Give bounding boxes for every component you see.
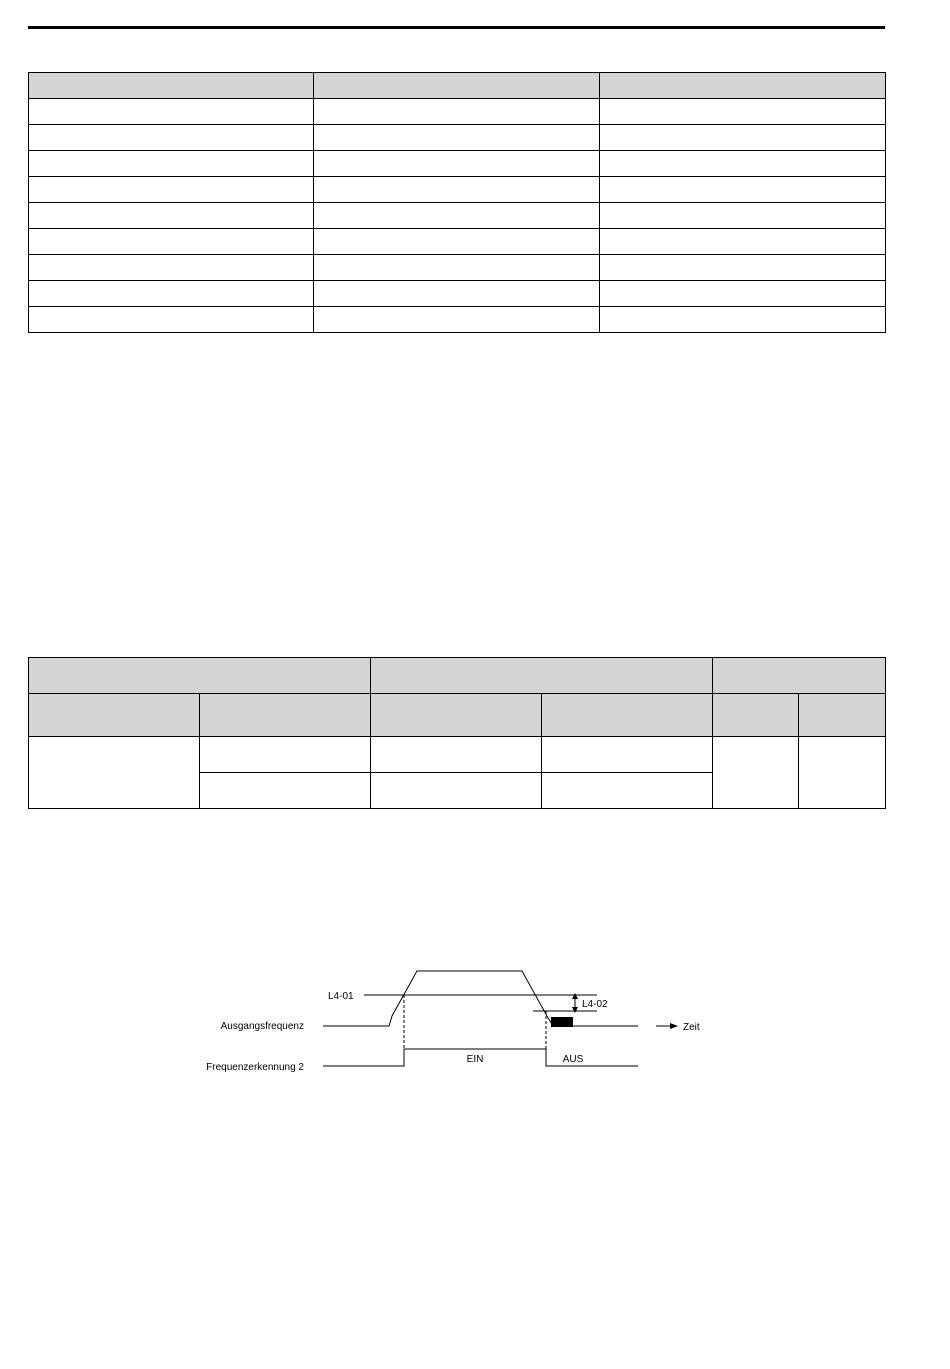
- table-header-cell: [542, 694, 713, 737]
- table-row: [29, 125, 886, 151]
- table-cell: [371, 773, 542, 809]
- table-cell: [29, 307, 314, 333]
- table-header-cell: [799, 694, 886, 737]
- table-cell: [29, 99, 314, 125]
- table-row: [29, 229, 886, 255]
- table-cell: [314, 177, 600, 203]
- table-cell: [314, 125, 600, 151]
- table-cell: [799, 737, 886, 809]
- table-cell: [314, 281, 600, 307]
- table-cell: [29, 203, 314, 229]
- frequency-detection-timing-diagram: [0, 940, 950, 1100]
- table-cell: [371, 737, 542, 773]
- table-header-cell: [713, 694, 799, 737]
- table-row: [29, 177, 886, 203]
- table-cell: [713, 737, 799, 809]
- table-cell: [600, 203, 886, 229]
- setting-table: [28, 657, 886, 809]
- table-header-cell: [29, 73, 314, 99]
- table-cell: [314, 151, 600, 177]
- table-header-cell: [713, 658, 886, 694]
- table-cell: [600, 281, 886, 307]
- time-arrow-icon: [670, 1023, 678, 1029]
- table-cell: [29, 125, 314, 151]
- table-row: [29, 99, 886, 125]
- table-cell: [600, 125, 886, 151]
- table-cell: [600, 307, 886, 333]
- table-cell: [314, 307, 600, 333]
- table-header-row: [29, 658, 886, 694]
- table-row: [29, 737, 886, 773]
- header-rule: [28, 26, 885, 29]
- off-label: AUS: [562, 1054, 584, 1065]
- parameter-table: [28, 72, 886, 333]
- l401-label: L4-01: [328, 991, 354, 1002]
- table-cell: [29, 177, 314, 203]
- table-header-cell: [200, 694, 371, 737]
- table-cell: [600, 151, 886, 177]
- table-cell: [29, 255, 314, 281]
- on-label: EIN: [466, 1054, 484, 1065]
- table-cell: [200, 773, 371, 809]
- table-cell: [600, 229, 886, 255]
- table-header-cell: [314, 73, 600, 99]
- table-cell: [600, 177, 886, 203]
- table-row: [29, 281, 886, 307]
- table-cell: [200, 737, 371, 773]
- table-cell: [314, 99, 600, 125]
- table-cell: [29, 229, 314, 255]
- l402-arrow-down-icon: [572, 1007, 578, 1013]
- table-header-cell: [371, 694, 542, 737]
- table-header-cell: [371, 658, 713, 694]
- table-row: [29, 255, 886, 281]
- table-header-cell: [29, 694, 200, 737]
- table-cell: [314, 255, 600, 281]
- table-cell: [314, 229, 600, 255]
- table-cell: [542, 773, 713, 809]
- table-cell: [600, 99, 886, 125]
- time-label: Zeit: [683, 1022, 700, 1033]
- table-cell: [29, 151, 314, 177]
- table-header-row: [29, 73, 886, 99]
- table-cell: [542, 737, 713, 773]
- table-cell: [314, 203, 600, 229]
- table-row: [29, 307, 886, 333]
- frequency-detection-label: Frequenzerkennung 2: [206, 1062, 304, 1073]
- table-header-cell: [29, 658, 371, 694]
- output-frequency-label: Ausgangsfrequenz: [220, 1021, 304, 1032]
- table-cell: [600, 255, 886, 281]
- table-cell: [29, 737, 200, 809]
- table-row: [29, 203, 886, 229]
- hysteresis-block: [551, 1017, 573, 1027]
- l402-arrow-up-icon: [572, 993, 578, 999]
- table-cell: [29, 281, 314, 307]
- table-subheader-row: [29, 694, 886, 737]
- table-row: [29, 151, 886, 177]
- table-header-cell: [600, 73, 886, 99]
- l402-label: L4-02: [582, 999, 608, 1010]
